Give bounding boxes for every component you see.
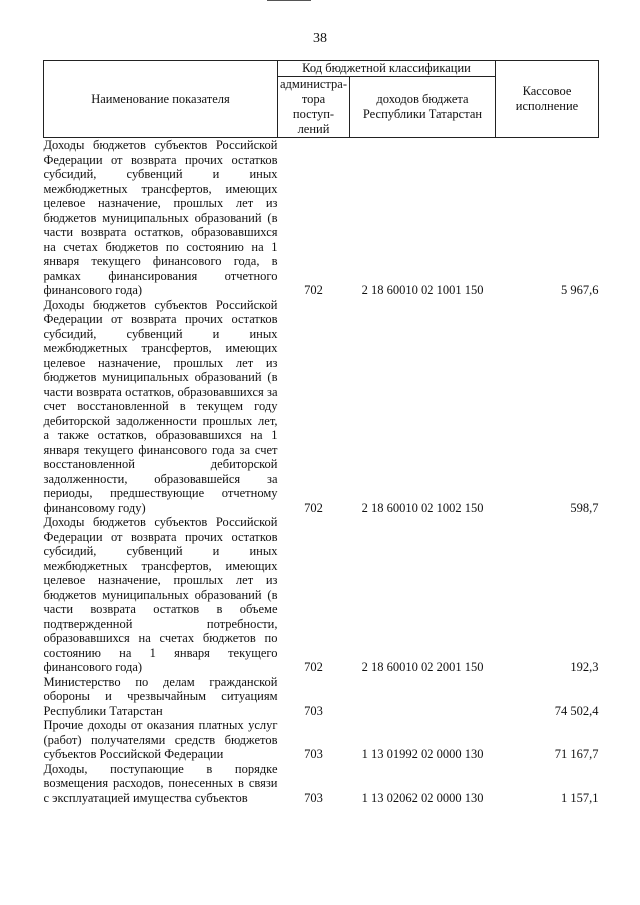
header-income: доходов бюджета Республики Татарстан	[350, 77, 496, 138]
table-row	[44, 675, 599, 719]
row-name: Министерство по делам гражданской обороны и чрезвычайным ситуациям Республики Татарстан	[43, 674, 278, 718]
row-admin-code: 703	[304, 747, 323, 761]
table-header	[44, 61, 599, 138]
row-income-code: 2 18 60010 02 2001 150	[361, 660, 484, 674]
header-name: Наименование показателя	[44, 61, 278, 138]
table-row	[44, 298, 599, 516]
header-execution: Кассовое исполнение	[496, 61, 599, 138]
table-row	[44, 762, 599, 806]
row-admin-code: 703	[304, 790, 323, 805]
row-income-code: 2 18 60010 02 1001 150	[361, 283, 484, 297]
row-amount: 5 967,6	[561, 283, 599, 297]
row-name: Доходы, поступающие в порядке возмещения расходов, понесенных в связи с эксплуатацией имущества субъектов	[43, 761, 278, 805]
row-name: Прочие доходы от оказания платных услуг (работ) получателями средств бюджетов субъектов Российской Федерации	[43, 718, 278, 761]
row-income-code: 1 13 01992 02 0000 130	[361, 747, 484, 761]
row-admin-code: 702	[304, 500, 323, 515]
row-income-code: 2 18 60010 02 1002 150	[361, 500, 484, 515]
row-amount: 192,3	[570, 660, 599, 674]
row-income-code	[350, 675, 496, 719]
row-name: Доходы бюджетов субъектов Российской Федерации от возврата прочих остатков субсидий, субвенций и иных межбюджетных трансфертов, имеющих целевое назначение, прошлых лет из бюджетов муниципальных образований (в части возврата остатков в объеме подтвержденной потребности, образовавшихся на счетах бюджетов по состоянию на 1 января текущего финансового года)	[43, 515, 278, 674]
table-row	[44, 718, 599, 762]
budget-table	[43, 60, 599, 805]
row-amount: 598,7	[570, 500, 599, 515]
row-name: Доходы бюджетов субъектов Российской Федерации от возврата прочих остатков субсидий, субвенций и иных межбюджетных трансфертов, имеющих целевое назначение, прошлых лет из бюджетов муниципальных образований (в части возврата остатков, образовавшихся на счетах бюджетов по состоянию на 1 января текущего финансового года, в рамках финансирования отчетного финансового года)	[43, 138, 278, 297]
top-border-mark	[267, 0, 311, 1]
table-row	[44, 515, 599, 675]
row-amount: 71 167,7	[554, 747, 599, 761]
row-admin-code: 702	[304, 660, 323, 674]
header-code-group: Код бюджетной классификации	[278, 61, 496, 77]
page-number: 38	[313, 31, 327, 46]
row-name: Доходы бюджетов субъектов Российской Федерации от возврата прочих остатков субсидий, субвенций и иных межбюджетных трансфертов, имеющих целевое назначение, прошлых лет из бюджетов муниципальных образований (в части возврата остатков, образовавшихся за счет восстановленной в текущем году дебиторской задолженности прошлых лет, а также остатков, образовавшихся на 1 января текущего финансового года за счет восстановленной дебиторской задолженности, образовавшейся за периоды, предшествующие отчетному финансовому году)	[43, 297, 278, 515]
row-admin-code: 703	[304, 703, 323, 718]
row-income-code: 1 13 02062 02 0000 130	[361, 790, 484, 805]
row-amount: 1 157,1	[561, 790, 599, 805]
row-admin-code: 702	[304, 283, 323, 297]
row-amount: 74 502,4	[554, 703, 599, 718]
table-row	[44, 138, 599, 298]
header-admin: администра-тора поступ-лений	[278, 77, 350, 138]
